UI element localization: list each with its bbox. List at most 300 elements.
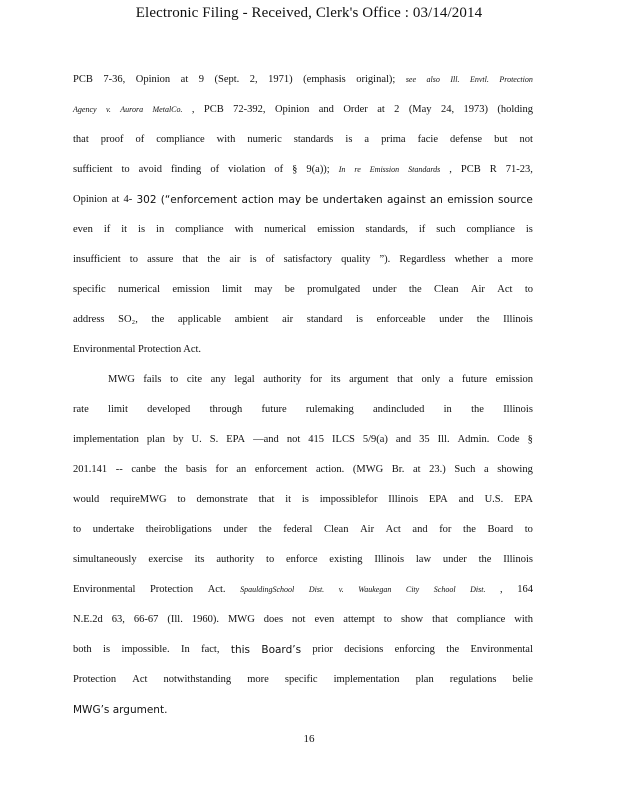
text-line bbox=[73, 673, 533, 687]
electronic-filing-header: Electronic Filing - Received, Clerk's Office : 03/14/2014 bbox=[135, 5, 483, 21]
word: Protection bbox=[73, 674, 117, 685]
word: Illinois bbox=[388, 494, 419, 505]
word: canbe bbox=[131, 464, 156, 475]
word: undertake bbox=[92, 524, 135, 535]
word: PCB bbox=[203, 104, 224, 115]
word: by bbox=[173, 434, 184, 445]
word: and bbox=[318, 104, 334, 115]
word: MetalCo. bbox=[152, 105, 183, 114]
word: under bbox=[439, 314, 464, 325]
word: a bbox=[497, 254, 503, 265]
word: to bbox=[383, 614, 392, 625]
word: both bbox=[73, 644, 92, 655]
word: and bbox=[458, 494, 474, 505]
word: an bbox=[429, 194, 443, 206]
word: , bbox=[191, 104, 195, 115]
text-line bbox=[73, 193, 533, 207]
word: Dist. bbox=[308, 585, 325, 594]
word: MWG bbox=[108, 374, 135, 385]
word: Board’s bbox=[261, 644, 302, 656]
word: § bbox=[527, 434, 533, 445]
word: legal bbox=[234, 374, 255, 385]
word: (MWG bbox=[352, 464, 384, 475]
word: Envtl. bbox=[469, 75, 489, 84]
word: numerical bbox=[264, 224, 307, 235]
word: School bbox=[433, 585, 456, 594]
word: fact, bbox=[201, 644, 220, 655]
word: cite bbox=[186, 374, 202, 385]
word: prima bbox=[381, 134, 406, 145]
word: its bbox=[194, 554, 205, 565]
word: 415 bbox=[308, 434, 325, 445]
word: promulgated bbox=[307, 284, 361, 295]
word: Standards bbox=[408, 165, 441, 174]
word: emission bbox=[317, 224, 355, 235]
word: standards, bbox=[365, 224, 408, 235]
word: emission bbox=[495, 374, 533, 385]
word: plan bbox=[146, 434, 165, 445]
word: that bbox=[258, 494, 275, 505]
word: be bbox=[305, 194, 319, 206]
word: 7-36, bbox=[103, 74, 126, 85]
text-line bbox=[73, 403, 533, 417]
word: Environmental bbox=[73, 344, 139, 355]
text-line bbox=[73, 553, 533, 567]
word: enforcing bbox=[394, 644, 435, 655]
word: a bbox=[448, 374, 454, 385]
word: of bbox=[210, 164, 220, 175]
word: Clean bbox=[434, 284, 459, 295]
word: Act. bbox=[183, 344, 202, 355]
word: (Sept. bbox=[214, 74, 240, 85]
word: 9(a)); bbox=[306, 164, 330, 175]
text-line bbox=[73, 253, 533, 267]
word: if bbox=[103, 224, 111, 235]
word: to bbox=[524, 284, 533, 295]
word: (Ill. bbox=[167, 614, 183, 625]
word: enforceable bbox=[376, 314, 426, 325]
word: Opinion bbox=[274, 104, 310, 115]
word: argument bbox=[349, 374, 389, 385]
word: of bbox=[274, 164, 284, 175]
word: Admin. bbox=[457, 434, 490, 445]
text-line bbox=[73, 163, 533, 177]
word: not bbox=[286, 434, 301, 445]
word: show bbox=[400, 614, 424, 625]
word: impossiblefor bbox=[319, 494, 378, 505]
word: is bbox=[249, 254, 257, 265]
word: 164 bbox=[517, 584, 533, 595]
word: Such bbox=[454, 464, 476, 475]
word: demonstrate bbox=[196, 494, 248, 505]
word: more bbox=[511, 254, 533, 265]
word: is bbox=[103, 644, 111, 655]
text-line bbox=[73, 223, 533, 237]
word: limit bbox=[222, 284, 242, 295]
word: even bbox=[314, 614, 335, 625]
word: Illinois bbox=[374, 554, 405, 565]
word: compliance bbox=[175, 224, 224, 235]
word: MWG’s bbox=[73, 704, 113, 716]
word: 1973) bbox=[463, 104, 488, 115]
word: that bbox=[182, 254, 199, 265]
word: Emission bbox=[369, 165, 400, 174]
word: at bbox=[377, 104, 385, 115]
word: federal bbox=[283, 524, 313, 535]
word: under bbox=[223, 524, 248, 535]
word: specific bbox=[73, 284, 106, 295]
word: to bbox=[121, 164, 130, 175]
word: argument. bbox=[112, 704, 168, 716]
word: its bbox=[330, 374, 341, 385]
word: is bbox=[345, 134, 353, 145]
word: impossible. bbox=[121, 644, 170, 655]
word: also bbox=[426, 75, 440, 84]
word: for bbox=[215, 464, 228, 475]
word: that bbox=[432, 614, 448, 625]
word: authority bbox=[216, 554, 255, 565]
word: not bbox=[292, 614, 306, 625]
word: authority bbox=[263, 374, 302, 385]
word: law bbox=[415, 554, 432, 565]
word: standards bbox=[293, 134, 334, 145]
word: the bbox=[164, 464, 178, 475]
word: may bbox=[254, 284, 273, 295]
word: -- bbox=[115, 464, 123, 475]
word: standard bbox=[306, 314, 343, 325]
word: is bbox=[525, 224, 533, 235]
word: belie bbox=[512, 674, 533, 685]
text-line bbox=[73, 343, 533, 357]
word: compliance bbox=[456, 614, 506, 625]
word: City bbox=[405, 585, 420, 594]
word: PCB bbox=[460, 164, 481, 175]
text-line bbox=[108, 373, 533, 387]
word: emission bbox=[172, 284, 210, 295]
word: violation bbox=[228, 164, 266, 175]
word: a bbox=[364, 134, 370, 145]
word: attempt bbox=[343, 614, 375, 625]
word: sufficient bbox=[73, 164, 113, 175]
word: would bbox=[73, 494, 100, 505]
word: ”). bbox=[379, 254, 391, 265]
word: if bbox=[418, 224, 426, 235]
word: notwithstanding bbox=[163, 674, 232, 685]
text-line bbox=[73, 313, 533, 327]
word: the bbox=[446, 644, 460, 655]
text-line bbox=[73, 583, 533, 597]
word: whether bbox=[454, 254, 489, 265]
word: re bbox=[354, 165, 361, 174]
word: numeric bbox=[247, 134, 282, 145]
word: a bbox=[483, 464, 489, 475]
word: through bbox=[209, 404, 243, 415]
word: 1971) bbox=[268, 74, 293, 85]
word: EPA bbox=[226, 434, 246, 445]
word: action. bbox=[315, 464, 345, 475]
word: source bbox=[497, 194, 533, 206]
word: facie bbox=[417, 134, 438, 145]
word: § bbox=[292, 164, 298, 175]
word: simultaneously bbox=[73, 554, 137, 565]
word: , bbox=[500, 584, 503, 595]
word: (“enforcement bbox=[160, 194, 238, 206]
word: not bbox=[519, 134, 533, 145]
word: with bbox=[234, 224, 254, 235]
word: 4- bbox=[123, 194, 133, 205]
word: proof bbox=[100, 134, 124, 145]
word: under bbox=[442, 554, 467, 565]
word: 71-23, bbox=[505, 164, 533, 175]
text-line bbox=[73, 283, 533, 297]
word: defense bbox=[450, 134, 483, 145]
word: prior bbox=[312, 644, 333, 655]
text-line bbox=[73, 463, 533, 477]
word: —and bbox=[253, 434, 279, 445]
word: in bbox=[156, 224, 165, 235]
word: against bbox=[386, 194, 426, 206]
text-line bbox=[73, 73, 533, 87]
word: the bbox=[151, 314, 165, 325]
word: Code bbox=[497, 434, 520, 445]
word: U. bbox=[191, 434, 202, 445]
word: Agency bbox=[73, 105, 97, 114]
word: Illinois bbox=[503, 314, 533, 325]
word: Air bbox=[360, 524, 375, 535]
word: undertaken bbox=[322, 194, 383, 206]
word: rulemaking bbox=[305, 404, 354, 415]
word: Aurora bbox=[120, 105, 144, 114]
word: only bbox=[421, 374, 441, 385]
word: ILCS bbox=[332, 434, 355, 445]
word: PCB bbox=[73, 74, 93, 85]
word: MWG bbox=[227, 614, 255, 625]
word: is bbox=[355, 314, 363, 325]
word: emission bbox=[447, 194, 494, 206]
word: basis bbox=[185, 464, 207, 475]
word: existing bbox=[329, 554, 363, 565]
word: to bbox=[524, 524, 533, 535]
word: but bbox=[494, 134, 508, 145]
word: ambient bbox=[234, 314, 269, 325]
word: andincluded bbox=[373, 404, 425, 415]
word: insufficient bbox=[73, 254, 121, 265]
word: is bbox=[301, 494, 309, 505]
word: at bbox=[180, 74, 189, 85]
word: SpauldingSchool bbox=[240, 585, 295, 594]
word: Protection bbox=[499, 75, 533, 84]
word: (holding bbox=[497, 104, 533, 115]
word: In bbox=[338, 165, 346, 174]
word: Environmental bbox=[73, 584, 136, 595]
word: quality bbox=[341, 254, 371, 265]
word: decisions bbox=[344, 644, 384, 655]
page-number: 16 bbox=[303, 733, 315, 745]
word: an bbox=[236, 464, 247, 475]
word: U.S. bbox=[484, 494, 504, 505]
word: in bbox=[443, 404, 452, 415]
word: at bbox=[111, 194, 120, 205]
word: Dist. bbox=[470, 585, 486, 594]
word: be bbox=[284, 284, 295, 295]
text-line bbox=[73, 493, 533, 507]
word: plan bbox=[415, 674, 434, 685]
word: (May bbox=[408, 104, 432, 115]
word: EPA bbox=[428, 494, 448, 505]
word: original); bbox=[356, 74, 396, 85]
text-line bbox=[73, 523, 533, 537]
word: air bbox=[282, 314, 294, 325]
word: to bbox=[266, 554, 275, 565]
word: exercise bbox=[148, 554, 183, 565]
word: Br. bbox=[391, 464, 405, 475]
word: applicable bbox=[177, 314, 222, 325]
word: enforcement bbox=[254, 464, 308, 475]
word: the bbox=[207, 254, 221, 265]
word: the bbox=[471, 404, 484, 415]
text-line bbox=[73, 703, 533, 718]
word: 201.141 bbox=[73, 464, 108, 475]
word: limit bbox=[108, 404, 128, 415]
word: Act. bbox=[207, 584, 226, 595]
word: to bbox=[177, 494, 186, 505]
word: 24, bbox=[440, 104, 455, 115]
word: it bbox=[121, 224, 128, 235]
word: S. bbox=[209, 434, 219, 445]
word: In bbox=[180, 644, 190, 655]
word: Clean bbox=[323, 524, 349, 535]
word: specific bbox=[284, 674, 318, 685]
word: compliance bbox=[466, 224, 515, 235]
word: 9 bbox=[198, 74, 204, 85]
word: with bbox=[216, 134, 236, 145]
word: the bbox=[476, 314, 490, 325]
word: R bbox=[489, 164, 497, 175]
word: air bbox=[229, 254, 241, 265]
word: Protection bbox=[149, 584, 194, 595]
word: 66-67 bbox=[133, 614, 159, 625]
word: such bbox=[436, 224, 456, 235]
word: Act bbox=[497, 284, 513, 295]
word: Regardless bbox=[399, 254, 446, 265]
word: Illinois bbox=[503, 404, 533, 415]
word: at bbox=[412, 464, 421, 475]
word: 72-392, bbox=[233, 104, 266, 115]
word: does bbox=[263, 614, 284, 625]
word: Opinion bbox=[73, 194, 108, 205]
word: Waukegan bbox=[358, 585, 392, 594]
word: and bbox=[412, 524, 428, 535]
word: for bbox=[439, 524, 452, 535]
word: that bbox=[397, 374, 413, 385]
word: avoid bbox=[138, 164, 162, 175]
word: 23.) bbox=[429, 464, 446, 475]
word: to bbox=[73, 524, 82, 535]
text-line bbox=[73, 433, 533, 447]
word: address bbox=[73, 314, 105, 325]
word: Protection bbox=[138, 344, 184, 355]
word: Act bbox=[132, 674, 148, 685]
word: theirobligations bbox=[145, 524, 212, 535]
word: action bbox=[241, 194, 274, 206]
word: fails bbox=[143, 374, 162, 385]
word: implementation bbox=[333, 674, 400, 685]
word: Environmental bbox=[470, 644, 533, 655]
word: see bbox=[405, 75, 417, 84]
word: more bbox=[247, 674, 269, 685]
text-line bbox=[73, 643, 533, 657]
word: requireMWG bbox=[110, 494, 167, 505]
word: 5/9(a) bbox=[362, 434, 388, 445]
text-line bbox=[73, 133, 533, 147]
word: Air bbox=[470, 284, 485, 295]
word: numerical bbox=[118, 284, 161, 295]
word: is bbox=[138, 224, 146, 235]
word: 302 bbox=[136, 194, 157, 206]
word: SO₂, bbox=[118, 314, 138, 325]
word: v. bbox=[338, 585, 344, 594]
word: with bbox=[514, 614, 533, 625]
word: even bbox=[73, 224, 93, 235]
word: EPA bbox=[514, 494, 533, 505]
word: Opinion bbox=[135, 74, 171, 85]
word: to bbox=[129, 254, 138, 265]
word: of bbox=[265, 254, 275, 265]
word: 35 bbox=[419, 434, 430, 445]
word: to bbox=[170, 374, 179, 385]
word: Board bbox=[487, 524, 514, 535]
word: developed bbox=[147, 404, 191, 415]
word: 1960). bbox=[191, 614, 219, 625]
word: compliance bbox=[156, 134, 205, 145]
word: v. bbox=[105, 105, 111, 114]
word: this bbox=[230, 644, 250, 656]
word: the bbox=[258, 524, 272, 535]
word: 2 bbox=[394, 104, 400, 115]
word: assure bbox=[147, 254, 174, 265]
word: may bbox=[278, 194, 301, 206]
word: finding bbox=[170, 164, 202, 175]
word: (emphasis bbox=[303, 74, 346, 85]
word: implementation bbox=[73, 434, 139, 445]
word: showing bbox=[497, 464, 533, 475]
word: satisfactory bbox=[283, 254, 333, 265]
word: the bbox=[478, 554, 492, 565]
word: the bbox=[463, 524, 476, 535]
word: and bbox=[395, 434, 412, 445]
word: 63, bbox=[111, 614, 125, 625]
word: Order bbox=[343, 104, 368, 115]
word: N.E.2d bbox=[73, 614, 103, 625]
word: rate bbox=[73, 404, 89, 415]
word: it bbox=[285, 494, 292, 505]
word: for bbox=[309, 374, 323, 385]
word: 2, bbox=[249, 74, 258, 85]
word: , bbox=[449, 164, 452, 175]
text-line bbox=[73, 613, 533, 627]
word: Ill. bbox=[450, 75, 460, 84]
word: Act bbox=[385, 524, 401, 535]
text-line bbox=[73, 103, 533, 117]
word: the bbox=[408, 284, 422, 295]
word: regulations bbox=[449, 674, 497, 685]
word: of bbox=[135, 134, 145, 145]
word: Ill. bbox=[437, 434, 450, 445]
word: enforce bbox=[286, 554, 318, 565]
word: any bbox=[210, 374, 226, 385]
word: under bbox=[372, 284, 397, 295]
word: Illinois bbox=[503, 554, 533, 565]
